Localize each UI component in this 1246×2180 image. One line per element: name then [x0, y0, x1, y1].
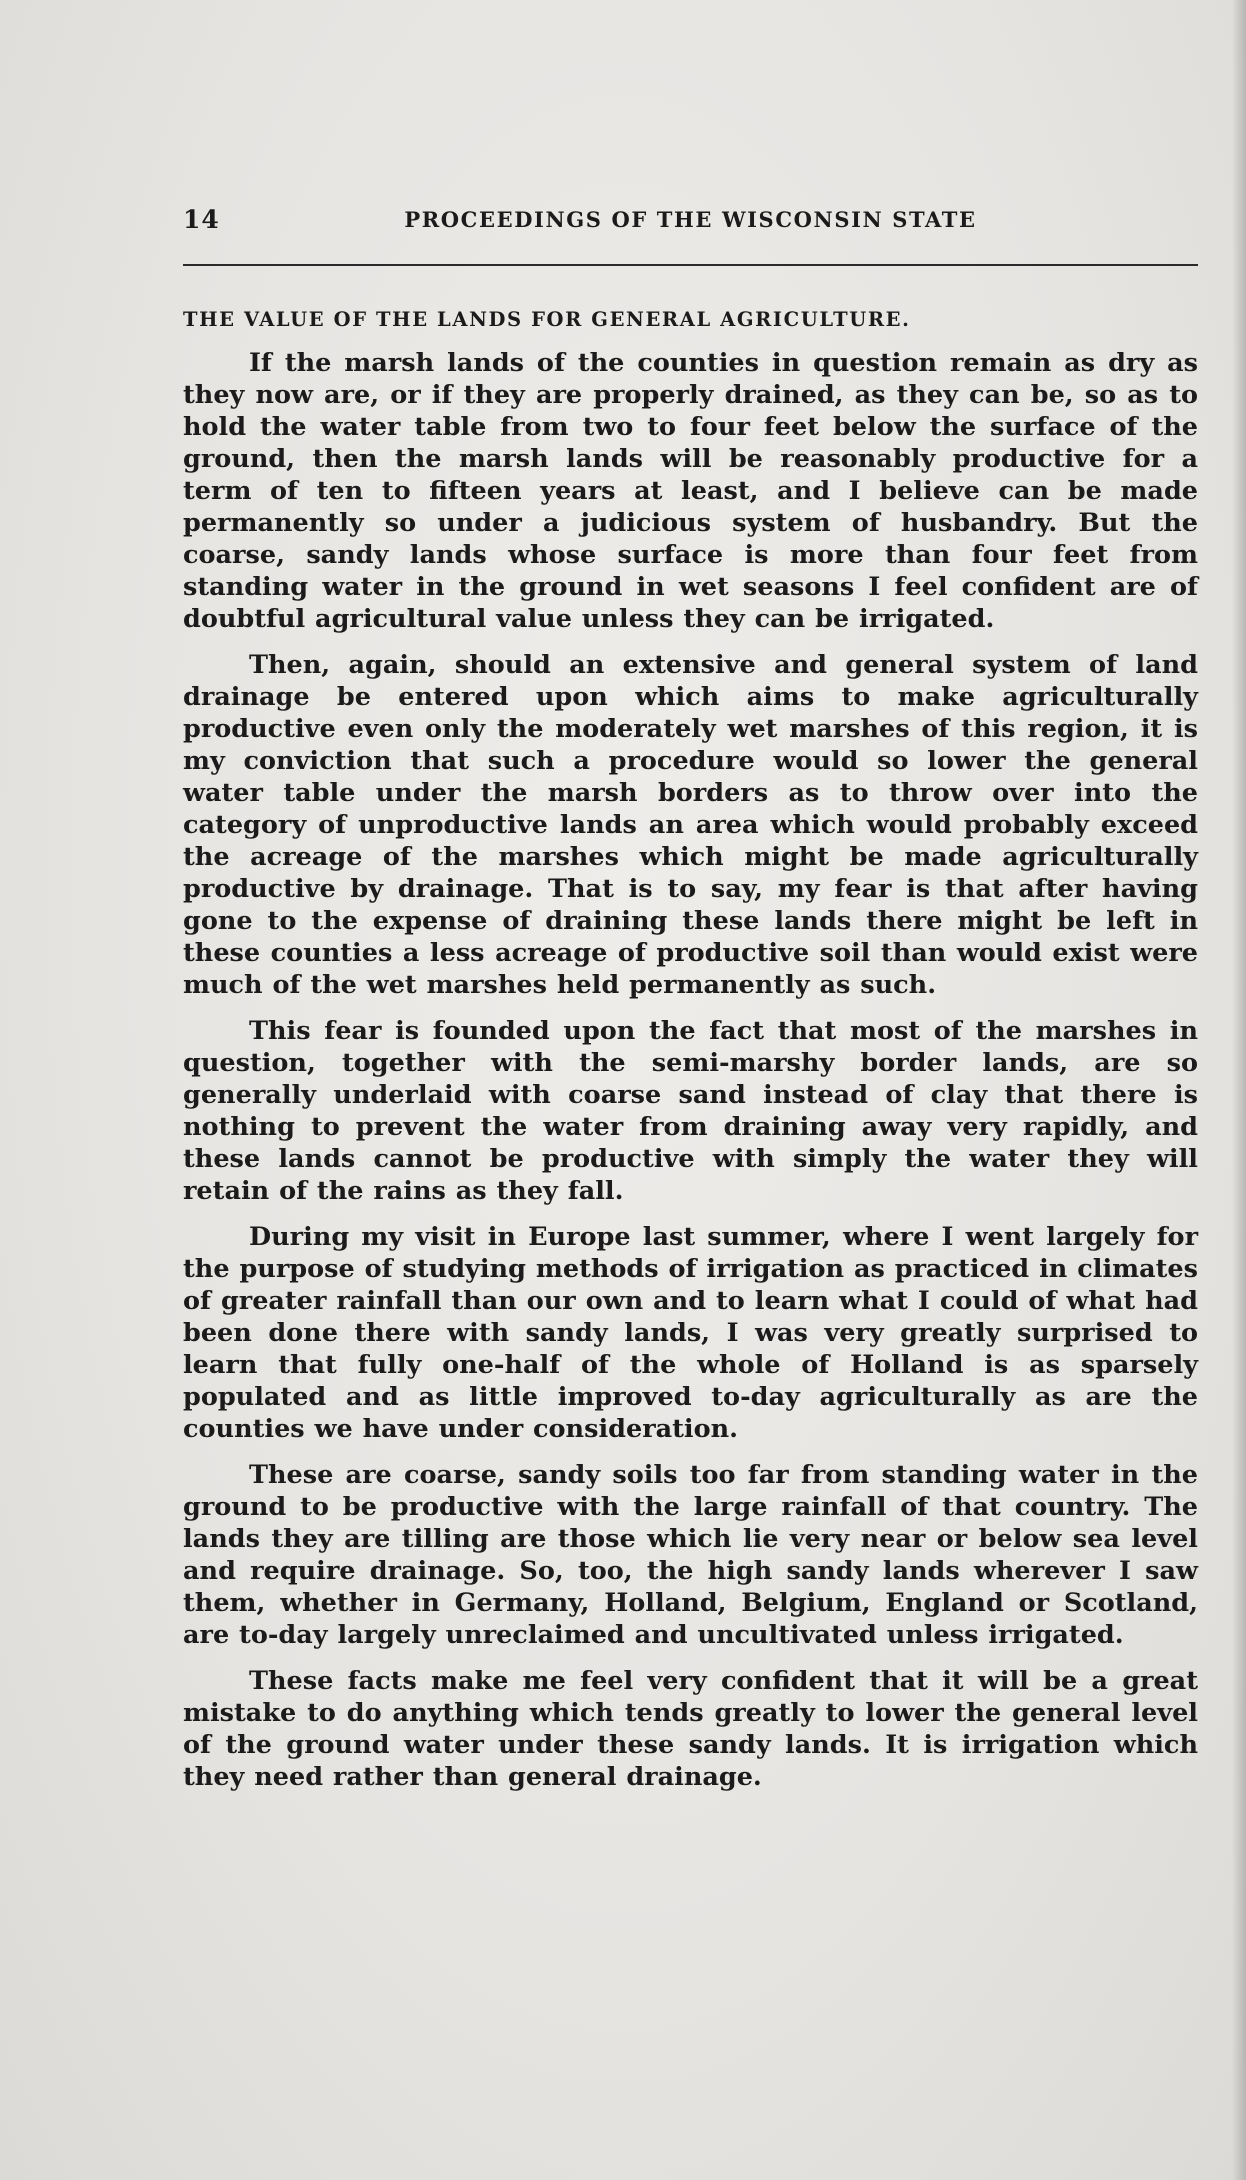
paragraph-2: Then, again, should an extensive and general system of land drainage be entered upon which aims to make agriculturally productive even only the moderately wet marshes of this region, it is my conviction that such a procedure would so lower the general water table under the marsh borders as to throw over into the category of unproductive lands an area which would probably exceed the acreage of the marshes which might be made agriculturally productive by drainage. That is to say, my fear is that after having gone to the expense of draining these lands there might be left in these counties a less acreage of productive soil than would exist were much of the wet marshes held permanently as such.: [183, 650, 1198, 1000]
paragraph-5: These are coarse, sandy soils too far from standing water in the ground to be productive with the large rainfall of that country. The lands they are tilling are those which lie very near or below sea level and require drainage. So, too, the high sandy lands wherever I saw them, whether in Germany, Holland, Belgium, England or Scotland, are to-day largely unreclaimed and uncultivated unless irrigated.: [183, 1460, 1198, 1650]
page-header: [183, 203, 1198, 237]
header-rule: [183, 264, 1198, 266]
paragraph-3: This fear is founded upon the fact that most of the marshes in question, together with the semi-marshy border lands, are so generally underlaid with coarse sand instead of clay that there is nothing to prevent the water from draining away very rapidly, and these lands cannot be productive with simply the water they will retain of the rains as they fall.: [183, 1016, 1198, 1206]
page-edge-shadow: [1232, 0, 1246, 2180]
page-number: 14: [183, 205, 220, 234]
paragraph-1: If the marsh lands of the counties in question remain as dry as they now are, or if they are properly drained, as they can be, so as to hold the water table from two to four feet below the surface of the ground, then the marsh lands will be reasonably productive for a term of ten to fifteen years at least, and I believe can be made permanently so under a judicious system of husbandry. But the coarse, sandy lands whose surface is more than four feet from standing water in the ground in wet seasons I feel confident are of doubtful agricultural value unless they can be irrigated.: [183, 348, 1198, 634]
section-heading: THE VALUE OF THE LANDS FOR GENERAL AGRICULTURE.: [183, 308, 911, 331]
running-head: PROCEEDINGS OF THE WISCONSIN STATE: [404, 207, 977, 232]
page-body: [183, 301, 1198, 1807]
paragraph-4: During my visit in Europe last summer, where I went largely for the purpose of studying methods of irrigation as practiced in climates of greater rainfall than our own and to learn what I could of what had been done there with sandy lands, I was very greatly surprised to learn that fully one-half of the whole of Holland is as sparsely populated and as little improved to-day agriculturally as are the counties we have under consideration.: [183, 1222, 1198, 1444]
paragraph-6: These facts make me feel very confident that it will be a great mistake to do anything which tends greatly to lower the general level of the ground water under these sandy lands. It is irrigation which they need rather than general drainage.: [183, 1666, 1198, 1792]
